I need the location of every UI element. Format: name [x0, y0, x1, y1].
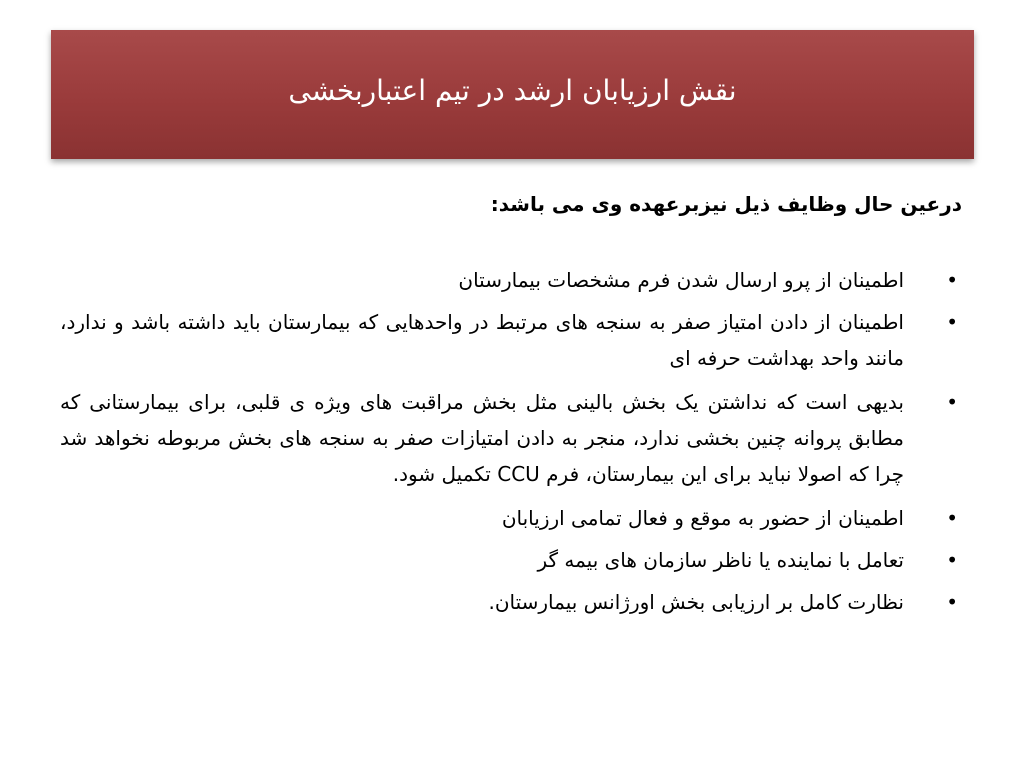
intro-text: درعین حال وظایف ذیل نیزبرعهده وی می باشد: [490, 192, 962, 216]
bullet-item [60, 584, 964, 620]
bullet-item [60, 500, 964, 536]
slide-content [60, 180, 964, 626]
title-bar [51, 30, 974, 159]
bullet-text: اطمینان از پرو ارسال شدن فرم مشخصات بیمارستان [458, 268, 904, 292]
bullet-icon: • [946, 590, 958, 614]
bullet-item [60, 304, 964, 376]
bullet-text: نظارت کامل بر ارزیابی بخش اورژانس بیمارستان. [488, 590, 904, 614]
slide-title: نقش ارزیابان ارشد در تیم اعتباربخشی [288, 74, 737, 107]
bullet-icon: • [946, 310, 958, 334]
bullet-list [60, 262, 964, 620]
bullet-icon: • [946, 268, 958, 292]
bullet-item [60, 384, 964, 492]
bullet-item [60, 542, 964, 578]
bullet-text: اطمینان از حضور به موقع و فعال تمامی ارزیابان [501, 506, 904, 530]
bullet-text: اطمینان از دادن امتیاز صفر به سنجه های مرتبط در واحدهایی که بیمارستان باید داشته باشد و ندارد، مانند واحد بهداشت حرفه ای [60, 310, 904, 370]
bullet-text: تعامل با نماینده یا ناظر سازمان های بیمه گر [537, 548, 904, 572]
bullet-icon: • [946, 506, 958, 530]
bullet-icon: • [946, 390, 958, 414]
bullet-item [60, 262, 964, 298]
bullet-text: بدیهی است که نداشتن یک بخش بالینی مثل بخش مراقبت های ویژه ی قلبی، برای بیمارستانی که مطابق پروانه چنین بخشی ندارد، منجر به دادن امتیازات صفر به سنجه های بخش مربوطه نخواهد شد چرا که اصولا نباید برای این بیمارستان، فرم CCU تکمیل شود. [60, 390, 904, 486]
bullet-icon: • [946, 548, 958, 572]
